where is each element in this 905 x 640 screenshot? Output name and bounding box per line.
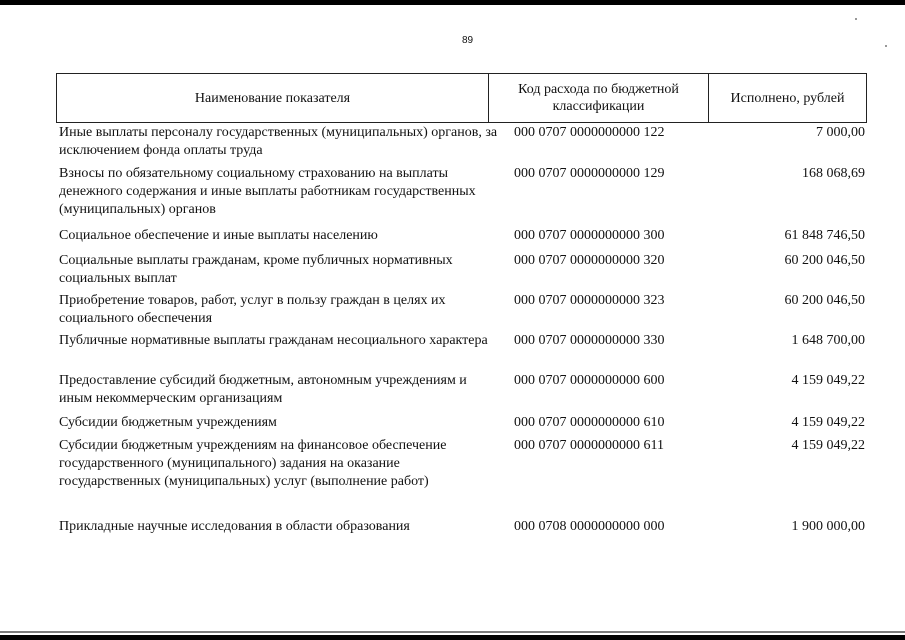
row-code: 000 0707 0000000000 122 bbox=[514, 125, 665, 140]
row-code: 000 0707 0000000000 611 bbox=[514, 438, 664, 453]
row-code: 000 0708 0000000000 000 bbox=[514, 519, 665, 534]
row-name: Субсидии бюджетным учреждениям bbox=[59, 415, 277, 430]
row-amount: 4 159 049,22 bbox=[791, 373, 865, 388]
row-code: 000 0707 0000000000 610 bbox=[514, 415, 665, 430]
row-amount: 4 159 049,22 bbox=[791, 438, 865, 453]
header-code: Код расхода по бюджетной классификации bbox=[488, 74, 708, 122]
row-code: 000 0707 0000000000 320 bbox=[514, 253, 665, 268]
header-amount: Исполнено, рублей bbox=[708, 74, 866, 122]
row-amount: 168 068,69 bbox=[802, 166, 865, 181]
row-amount: 1 648 700,00 bbox=[791, 333, 865, 348]
row-name: Социальные выплаты гражданам, кроме публичных нормативных социальных выплат bbox=[59, 253, 453, 286]
row-amount: 4 159 049,22 bbox=[791, 415, 865, 430]
row-name: Публичные нормативные выплаты гражданам несоциального характера bbox=[59, 333, 488, 348]
row-name: Субсидии бюджетным учреждениям на финансовое обеспечение государственного (муниципального) задания на оказание государственных (муниципальных) услуг (выполнение работ) bbox=[59, 438, 447, 489]
row-name: Прикладные научные исследования в области образования bbox=[59, 519, 410, 534]
header-name: Наименование показателя bbox=[194, 90, 351, 106]
row-code: 000 0707 0000000000 330 bbox=[514, 333, 665, 348]
row-code: 000 0707 0000000000 323 bbox=[514, 293, 665, 308]
row-amount: 61 848 746,50 bbox=[784, 228, 865, 243]
page-number: 89 bbox=[461, 35, 474, 46]
row-code: 000 0707 0000000000 600 bbox=[514, 373, 665, 388]
row-amount: 7 000,00 bbox=[816, 125, 865, 140]
row-code: 000 0707 0000000000 300 bbox=[514, 228, 665, 243]
row-amount: 60 200 046,50 bbox=[784, 253, 865, 268]
row-code: 000 0707 0000000000 129 bbox=[514, 166, 665, 181]
row-name: Иные выплаты персоналу государственных (муниципальных) органов, за исключением фонда оплаты труда bbox=[59, 125, 498, 158]
row-name: Приобретение товаров, работ, услуг в пользу граждан в целях их социального обеспечения bbox=[59, 293, 446, 326]
row-name: Социальное обеспечение и иные выплаты населению bbox=[59, 228, 378, 243]
row-name: Предоставление субсидий бюджетным, автономным учреждениям и иным некоммерческим организациям bbox=[59, 373, 467, 406]
row-amount: 1 900 000,00 bbox=[791, 519, 865, 534]
row-amount: 60 200 046,50 bbox=[784, 293, 865, 308]
row-name: Взносы по обязательному социальному страхованию на выплаты денежного содержания и иные выплаты работникам государственных (муниципальных) органов bbox=[59, 166, 476, 217]
scan-bottom-edge bbox=[0, 631, 905, 640]
